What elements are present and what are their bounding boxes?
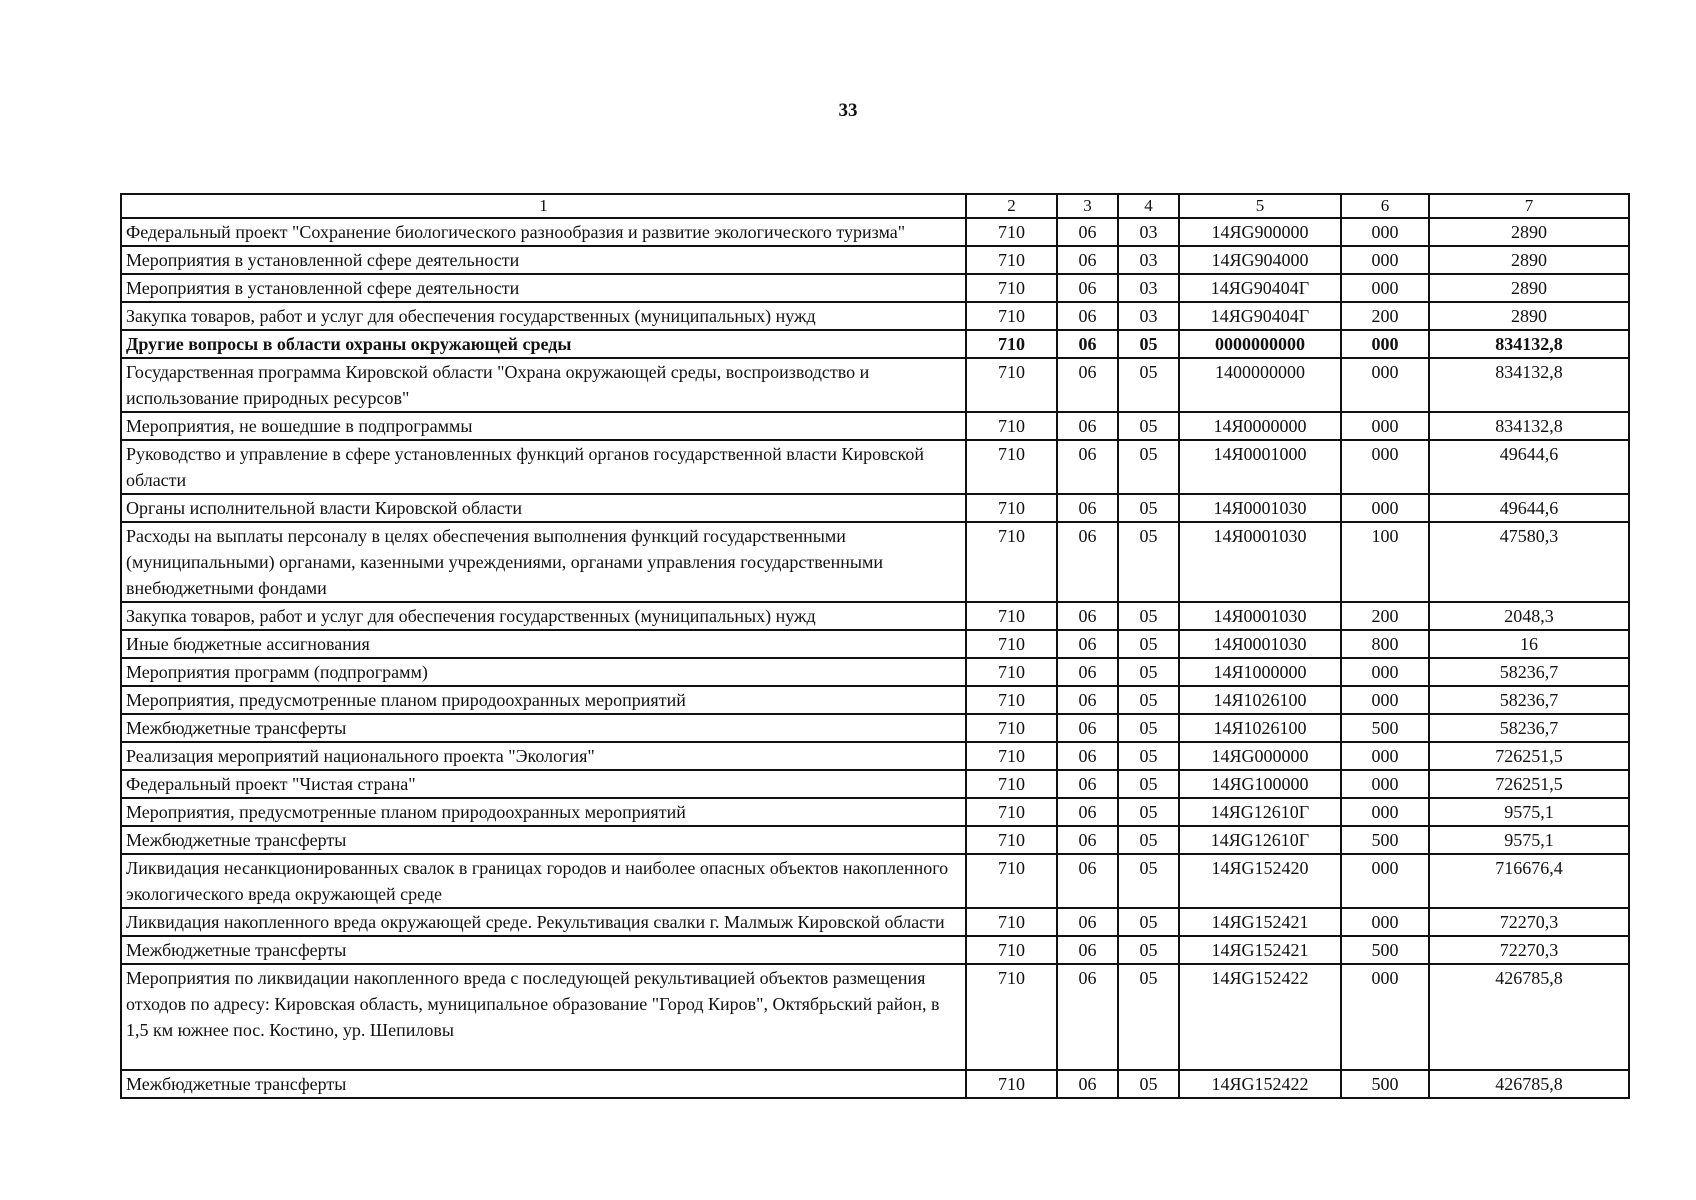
row-target-item-cell: 14Я0001030 [1179,494,1341,522]
table-row [121,440,1629,494]
row-expense-type-cell: 000 [1341,494,1429,522]
row-amount-cell: 834132,8 [1429,358,1629,412]
row-section-cell: 06 [1057,908,1118,936]
row-subsection-cell: 05 [1118,826,1179,854]
row-amount-cell: 726251,5 [1429,742,1629,770]
table-row [121,412,1629,440]
row-section-cell: 06 [1057,440,1118,494]
row-target-item-cell: 14ЯG904000 [1179,246,1341,274]
table-row [121,798,1629,826]
row-subsection-cell: 03 [1118,246,1179,274]
row-name-cell: Мероприятия, предусмотренные планом природоохранных мероприятий [121,798,966,826]
row-expense-type-cell: 800 [1341,630,1429,658]
row-amount-cell: 58236,7 [1429,658,1629,686]
row-subsection-cell: 05 [1118,330,1179,358]
column-header-target-item: 5 [1179,194,1341,218]
row-section-cell: 06 [1057,854,1118,908]
row-section-cell: 06 [1057,302,1118,330]
row-expense-type-cell: 000 [1341,686,1429,714]
row-ministry-cell: 710 [966,330,1057,358]
row-section-cell: 06 [1057,826,1118,854]
table-body [121,218,1629,1098]
table-row [121,908,1629,936]
row-ministry-cell: 710 [966,218,1057,246]
row-name-cell: Закупка товаров, работ и услуг для обеспечения государственных (муниципальных) нужд [121,602,966,630]
row-ministry-cell: 710 [966,302,1057,330]
row-target-item-cell: 14Я1026100 [1179,686,1341,714]
row-ministry-cell: 710 [966,826,1057,854]
row-ministry-cell: 710 [966,630,1057,658]
row-target-item-cell: 14Я0001030 [1179,630,1341,658]
row-subsection-cell: 05 [1118,358,1179,412]
row-ministry-cell: 710 [966,714,1057,742]
row-amount-cell: 58236,7 [1429,686,1629,714]
row-amount-cell: 72270,3 [1429,936,1629,964]
row-amount-cell: 49644,6 [1429,494,1629,522]
row-name-cell: Межбюджетные трансферты [121,714,966,742]
row-name-cell: Закупка товаров, работ и услуг для обеспечения государственных (муниципальных) нужд [121,302,966,330]
page-number: 33 [838,100,858,121]
row-section-cell: 06 [1057,714,1118,742]
header-row [121,194,1629,218]
row-name-cell: Межбюджетные трансферты [121,1070,966,1098]
row-name-cell: Межбюджетные трансферты [121,936,966,964]
row-subsection-cell: 03 [1118,274,1179,302]
row-target-item-cell: 14ЯG152420 [1179,854,1341,908]
row-expense-type-cell: 000 [1341,770,1429,798]
row-expense-type-cell: 000 [1341,964,1429,1070]
row-amount-cell: 834132,8 [1429,412,1629,440]
row-section-cell: 06 [1057,742,1118,770]
row-ministry-cell: 710 [966,770,1057,798]
row-ministry-cell: 710 [966,854,1057,908]
row-section-cell: 06 [1057,770,1118,798]
table-row [121,302,1629,330]
table-row [121,854,1629,908]
row-amount-cell: 426785,8 [1429,1070,1629,1098]
budget-table [120,193,1630,1099]
column-header-amount: 7 [1429,194,1629,218]
table-row [121,964,1629,1070]
row-target-item-cell: 14ЯG12610Г [1179,798,1341,826]
row-target-item-cell: 14ЯG152421 [1179,908,1341,936]
row-section-cell: 06 [1057,964,1118,1070]
row-ministry-cell: 710 [966,358,1057,412]
row-expense-type-cell: 500 [1341,714,1429,742]
table-row [121,658,1629,686]
row-name-cell: Мероприятия, не вошедшие в подпрограммы [121,412,966,440]
row-target-item-cell: 14ЯG100000 [1179,770,1341,798]
row-name-cell: Ликвидация накопленного вреда окружающей среде. Рекультивация свалки г. Малмыж Кировской области [121,908,966,936]
row-ministry-cell: 710 [966,936,1057,964]
row-target-item-cell: 14ЯG152422 [1179,1070,1341,1098]
row-section-cell: 06 [1057,246,1118,274]
row-name-cell: Межбюджетные трансферты [121,826,966,854]
row-ministry-cell: 710 [966,602,1057,630]
table-row [121,494,1629,522]
row-target-item-cell: 14ЯG12610Г [1179,826,1341,854]
row-target-item-cell: 1400000000 [1179,358,1341,412]
row-name-cell: Органы исполнительной власти Кировской области [121,494,966,522]
row-expense-type-cell: 000 [1341,218,1429,246]
row-amount-cell: 49644,6 [1429,440,1629,494]
table-row [121,770,1629,798]
row-target-item-cell: 14Я0001030 [1179,522,1341,602]
row-subsection-cell: 03 [1118,218,1179,246]
row-name-cell: Государственная программа Кировской области "Охрана окружающей среды, воспроизводство и использование природных ресурсов" [121,358,966,412]
row-subsection-cell: 05 [1118,658,1179,686]
row-amount-cell: 2890 [1429,302,1629,330]
row-section-cell: 06 [1057,602,1118,630]
table-row [121,826,1629,854]
table-row [121,742,1629,770]
row-name-cell: Иные бюджетные ассигнования [121,630,966,658]
row-subsection-cell: 05 [1118,714,1179,742]
row-amount-cell: 58236,7 [1429,714,1629,742]
row-name-cell: Мероприятия программ (подпрограмм) [121,658,966,686]
row-subsection-cell: 05 [1118,964,1179,1070]
row-amount-cell: 2048,3 [1429,602,1629,630]
row-expense-type-cell: 000 [1341,358,1429,412]
row-target-item-cell: 14Я0001000 [1179,440,1341,494]
row-target-item-cell: 14Я0000000 [1179,412,1341,440]
row-name-cell: Мероприятия в установленной сфере деятельности [121,246,966,274]
row-target-item-cell: 0000000000 [1179,330,1341,358]
row-section-cell: 06 [1057,412,1118,440]
row-name-cell: Мероприятия по ликвидации накопленного вреда с последующей рекультивацией объектов размещения отходов по адресу: Кировская область, муниципальное образование "Город Киров", Октябрьский район, в 1,5 км южнее пос. Костино, ур. Шепиловы [121,964,966,1070]
row-target-item-cell: 14ЯG90404Г [1179,302,1341,330]
row-name-cell: Реализация мероприятий национального проекта "Экология" [121,742,966,770]
row-amount-cell: 9575,1 [1429,798,1629,826]
row-subsection-cell: 03 [1118,302,1179,330]
row-expense-type-cell: 500 [1341,936,1429,964]
row-section-cell: 06 [1057,494,1118,522]
table-row [121,686,1629,714]
row-amount-cell: 2890 [1429,274,1629,302]
row-target-item-cell: 14Я0001030 [1179,602,1341,630]
row-section-cell: 06 [1057,686,1118,714]
row-expense-type-cell: 200 [1341,602,1429,630]
row-amount-cell: 2890 [1429,218,1629,246]
table-row [121,246,1629,274]
row-ministry-cell: 710 [966,274,1057,302]
row-amount-cell: 9575,1 [1429,826,1629,854]
row-subsection-cell: 05 [1118,686,1179,714]
row-section-cell: 06 [1057,1070,1118,1098]
row-expense-type-cell: 000 [1341,440,1429,494]
row-section-cell: 06 [1057,798,1118,826]
row-name-cell: Федеральный проект "Сохранение биологического разнообразия и развитие экологического туризма" [121,218,966,246]
table-row [121,274,1629,302]
column-header-name: 1 [121,194,966,218]
row-expense-type-cell: 000 [1341,412,1429,440]
row-amount-cell: 426785,8 [1429,964,1629,1070]
row-amount-cell: 834132,8 [1429,330,1629,358]
row-target-item-cell: 14ЯG152422 [1179,964,1341,1070]
row-subsection-cell: 05 [1118,854,1179,908]
row-amount-cell: 716676,4 [1429,854,1629,908]
table-row [121,714,1629,742]
column-header-subsection: 4 [1118,194,1179,218]
row-section-cell: 06 [1057,936,1118,964]
row-expense-type-cell: 000 [1341,658,1429,686]
row-expense-type-cell: 000 [1341,742,1429,770]
row-subsection-cell: 05 [1118,522,1179,602]
table-row [121,630,1629,658]
row-expense-type-cell: 000 [1341,246,1429,274]
row-amount-cell: 72270,3 [1429,908,1629,936]
row-target-item-cell: 14ЯG000000 [1179,742,1341,770]
row-subsection-cell: 05 [1118,742,1179,770]
table-row [121,602,1629,630]
row-subsection-cell: 05 [1118,936,1179,964]
row-ministry-cell: 710 [966,742,1057,770]
row-expense-type-cell: 000 [1341,330,1429,358]
row-section-cell: 06 [1057,274,1118,302]
row-section-cell: 06 [1057,658,1118,686]
row-section-cell: 06 [1057,330,1118,358]
row-ministry-cell: 710 [966,908,1057,936]
row-ministry-cell: 710 [966,494,1057,522]
row-ministry-cell: 710 [966,522,1057,602]
row-amount-cell: 16 [1429,630,1629,658]
row-name-cell: Другие вопросы в области охраны окружающей среды [121,330,966,358]
table-row [121,330,1629,358]
row-subsection-cell: 05 [1118,1070,1179,1098]
row-section-cell: 06 [1057,218,1118,246]
row-name-cell: Мероприятия в установленной сфере деятельности [121,274,966,302]
column-header-expense-type: 6 [1341,194,1429,218]
row-name-cell: Федеральный проект "Чистая страна" [121,770,966,798]
row-amount-cell: 2890 [1429,246,1629,274]
row-subsection-cell: 05 [1118,412,1179,440]
table-row [121,358,1629,412]
row-subsection-cell: 05 [1118,494,1179,522]
row-name-cell: Ликвидация несанкционированных свалок в границах городов и наиболее опасных объектов накопленного экологического вреда окружающей среде [121,854,966,908]
row-subsection-cell: 05 [1118,908,1179,936]
row-section-cell: 06 [1057,522,1118,602]
row-expense-type-cell: 100 [1341,522,1429,602]
row-amount-cell: 47580,3 [1429,522,1629,602]
row-section-cell: 06 [1057,630,1118,658]
row-ministry-cell: 710 [966,686,1057,714]
row-subsection-cell: 05 [1118,440,1179,494]
row-target-item-cell: 14ЯG152421 [1179,936,1341,964]
row-expense-type-cell: 500 [1341,826,1429,854]
row-subsection-cell: 05 [1118,602,1179,630]
row-target-item-cell: 14ЯG900000 [1179,218,1341,246]
row-name-cell: Руководство и управление в сфере установленных функций органов государственной власти Кировской области [121,440,966,494]
row-expense-type-cell: 000 [1341,274,1429,302]
row-section-cell: 06 [1057,358,1118,412]
table-row [121,218,1629,246]
row-subsection-cell: 05 [1118,770,1179,798]
table-row [121,936,1629,964]
row-name-cell: Расходы на выплаты персоналу в целях обеспечения выполнения функций государственными (муниципальными) органами, казенными учреждениями, органами управления государственными внебюджетными фондами [121,522,966,602]
table-row [121,1070,1629,1098]
row-subsection-cell: 05 [1118,630,1179,658]
row-amount-cell: 726251,5 [1429,770,1629,798]
row-expense-type-cell: 000 [1341,798,1429,826]
row-target-item-cell: 14ЯG90404Г [1179,274,1341,302]
row-expense-type-cell: 000 [1341,854,1429,908]
row-expense-type-cell: 200 [1341,302,1429,330]
row-target-item-cell: 14Я1000000 [1179,658,1341,686]
table-row [121,522,1629,602]
row-ministry-cell: 710 [966,964,1057,1070]
row-expense-type-cell: 500 [1341,1070,1429,1098]
row-ministry-cell: 710 [966,658,1057,686]
row-expense-type-cell: 000 [1341,908,1429,936]
row-ministry-cell: 710 [966,798,1057,826]
row-ministry-cell: 710 [966,1070,1057,1098]
row-ministry-cell: 710 [966,440,1057,494]
row-subsection-cell: 05 [1118,798,1179,826]
row-name-cell: Мероприятия, предусмотренные планом природоохранных мероприятий [121,686,966,714]
row-target-item-cell: 14Я1026100 [1179,714,1341,742]
column-header-ministry: 2 [966,194,1057,218]
row-ministry-cell: 710 [966,412,1057,440]
row-ministry-cell: 710 [966,246,1057,274]
column-header-section: 3 [1057,194,1118,218]
